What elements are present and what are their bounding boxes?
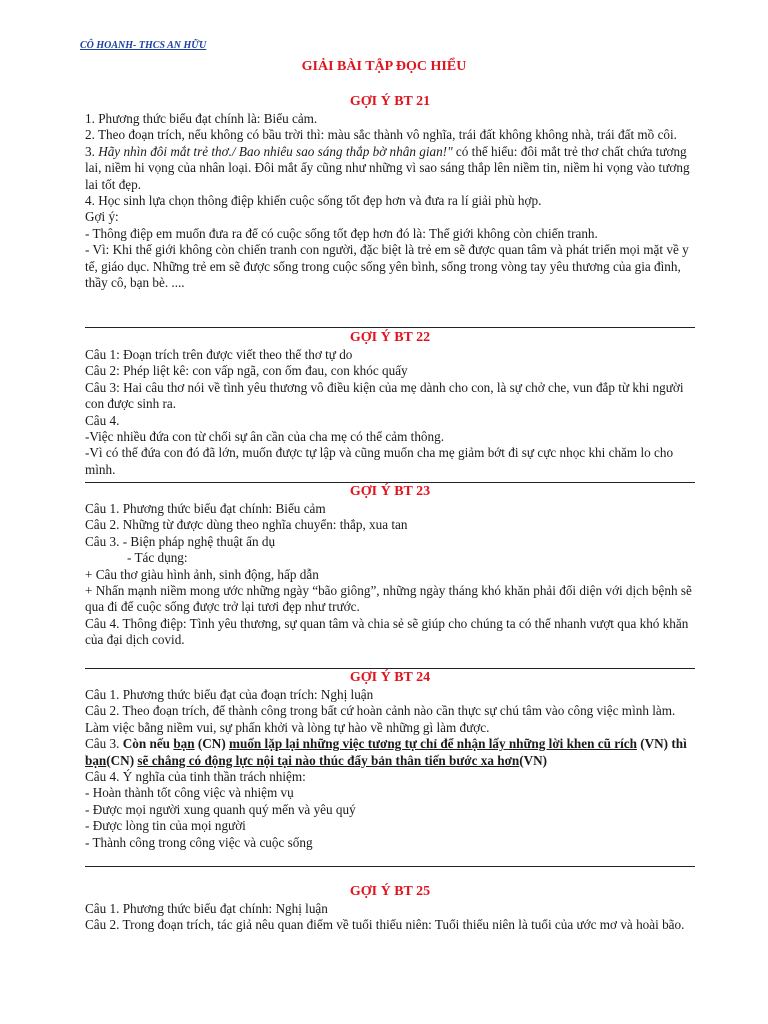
answer-line: Câu 1. Phương thức biểu đạt chính: Biểu cảm: [85, 501, 326, 516]
answer-text: Còn nếu: [122, 736, 174, 752]
section-bt25: [85, 883, 695, 934]
section-bt21: [85, 93, 695, 291]
answer-line: + Nhấn mạnh niềm mong ước những ngày “bão giông”, những ngày tháng khó khăn phải đối diện với dịch bệnh sẽ qua đi để cuộc sống được trở lại tươi đẹp như trước.: [85, 583, 692, 615]
section-title: GỢI Ý BT 24: [349, 670, 431, 685]
answer-line: Câu 3: Hai câu thơ nói về tình yêu thương vô điều kiện của mẹ dành cho con, là sự chở che, vun đắp từ khi người con được sinh ra.: [85, 379, 684, 412]
document-title: GIẢI BÀI TẬP ĐỌC HIỂU: [301, 59, 467, 74]
answer-line: 4. Học sinh lựa chọn thông điệp khiến cuộc sống tốt đẹp hơn và đưa ra lí giải phù hợp.: [85, 193, 542, 209]
answer-line: Câu 4.: [85, 412, 120, 428]
answer-line: - Được mọi người xung quanh quý mến và yêu quý: [85, 801, 356, 817]
answer-number: Câu 3.: [85, 736, 123, 752]
answer-line: 1. Phương thức biểu đạt chính là: Biểu cảm.: [85, 111, 318, 126]
predicate-text: muốn lặp lại những việc tương tự chỉ để nhận lấy những lời khen cũ rích: [229, 736, 637, 752]
subject-text: bạn: [173, 736, 195, 752]
section-title: GỢI Ý BT 25: [349, 884, 431, 899]
section-bt22: [85, 329, 695, 478]
answer-line: - Thông điệp em muốn đưa ra để có cuộc sống tốt đẹp hơn đó là: Thế giới không còn chiến tranh.: [85, 225, 598, 241]
section-title: GỢI Ý BT 21: [349, 94, 431, 109]
answer-line: Câu 2. Trong đoạn trích, tác giả nêu quan điểm về tuổi thiếu niên: Tuổi thiếu niên là tuổi của ước mơ và hoài bão.: [85, 917, 685, 933]
answer-line: 2. Theo đoạn trích, nếu không có bầu trời thì: màu sắc thành vô nghĩa, trái đất không không nhà, trái đất mồ côi.: [85, 127, 677, 143]
section-divider: [85, 327, 695, 328]
answer-line: Câu 4. Thông điệp: Tình yêu thương, sự quan tâm và chia sẻ sẽ giúp cho chúng ta có thể nhanh vượt qua khó khăn của đại dịch covid.: [85, 615, 689, 648]
answer-line: - Hoàn thành tốt công việc và nhiệm vụ: [85, 785, 294, 801]
grammar-tag: (CN): [106, 752, 138, 768]
subject-text: bạn: [85, 752, 107, 768]
section-bt24: [85, 669, 695, 851]
section-bt23: [85, 483, 695, 649]
answer-line: -Vì có thể đứa con đó đã lớn, muốn được tự lập và cũng muốn cha mẹ giảm bớt đi sự cực nhọc khi chăm lo cho mình.: [85, 445, 674, 477]
author-header: CÔ HOANH- THCS AN HỮU: [80, 40, 207, 51]
answer-line: Câu 3. - Biện pháp nghệ thuật ẩn dụ: [85, 533, 276, 549]
grammar-tag: (VN): [519, 752, 548, 768]
predicate-text: sẽ chẳng có động lực nội tại nào thúc đẩy bản thân tiến bước xa hơn: [137, 752, 520, 768]
section-title: GỢI Ý BT 23: [349, 484, 431, 499]
answer-line: - Tác dụng:: [127, 550, 188, 566]
answer-line: - Thành công trong công việc và cuộc sống: [85, 834, 313, 850]
answer-line: [85, 736, 695, 769]
section-divider: [85, 866, 695, 867]
answer-line: Câu 1. Phương thức biểu đạt của đoạn trích: Nghị luận: [85, 687, 374, 702]
answer-line: - Vì: Khi thế giới không còn chiến tranh con người, đặc biệt là trẻ em sẽ được quan tâm và phát triển mọi mặt về y tế, giáo dục. Những trẻ em sẽ được sống trong cuộc sống yên bình, sống trong vòng tay yêu thương của gia đình, thầy cô, bạn bè. ....: [85, 242, 689, 291]
answer-line: [85, 144, 695, 193]
answer-line: -Việc nhiều đứa con từ chối sự ân cần của cha mẹ có thể cảm thông.: [85, 429, 444, 445]
answer-line: Câu 1: Đoạn trích trên được viết theo thể thơ tự do: [85, 347, 353, 362]
answer-line: Câu 1. Phương thức biểu đạt chính: Nghị luận: [85, 901, 328, 916]
quoted-verse: Hãy nhìn đôi mắt trẻ thơ./ Bao nhiêu sao sáng thắp bờ nhân gian!": [98, 143, 453, 159]
answer-line: Câu 2. Theo đoạn trích, để thành công trong bất cứ hoàn cảnh nào cần thực sự chú tâm vào công việc mình làm. Làm việc bằng niềm vui, sự phấn khởi và lòng tự hào về những gì làm được.: [85, 703, 676, 735]
answer-line: Câu 4. Ý nghĩa của tinh thần trách nhiệm:: [85, 769, 306, 785]
answer-number: 3.: [85, 143, 99, 159]
answer-line: - Được lòng tin của mọi người: [85, 818, 246, 834]
grammar-tag: (VN) thì: [636, 736, 687, 752]
answer-line: Gợi ý:: [85, 209, 119, 225]
section-title: GỢI Ý BT 22: [349, 330, 431, 345]
answer-line: Câu 2. Những từ được dùng theo nghĩa chuyển: thắp, xua tan: [85, 517, 408, 533]
answer-line: Câu 2: Phép liệt kê: con vấp ngã, con ốm đau, con khóc quấy: [85, 363, 408, 379]
answer-line: + Câu thơ giàu hình ảnh, sinh động, hấp dẫn: [85, 566, 319, 582]
answer-text: có thể hiểu: đôi mắt trẻ thơ chất chứa tương lai, niềm hi vọng của nhân loại. Đôi mắt ấy cũng như những vì sao sáng thắp lên niềm tin, niềm hi vọng vào tương lai tốt đẹp.: [85, 143, 690, 192]
grammar-tag: (CN): [194, 736, 230, 752]
